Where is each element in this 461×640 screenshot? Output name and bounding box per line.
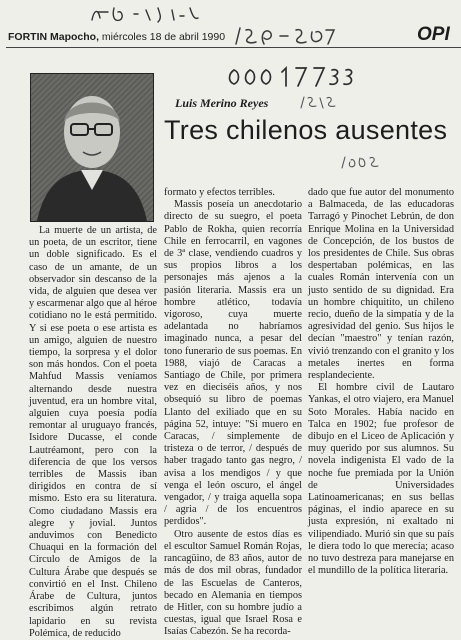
handwritten-year-near-byline	[298, 94, 338, 110]
paragraph: Otro ausente de estos días es el escultor Samuel Román Rojas, rancagüino, de 83 años, autor de más de dos mil obras, fundador de las Escuelas de Canteros, becado en Alemania en tiempos de Hitler, con su hombre judío a cuestas, igual que Israel Rosa e Isaías Cabezón. Se ha recorda-	[164, 528, 302, 638]
portrait-illustration	[31, 74, 153, 221]
paragraph: La muerte de un artista, de un poeta, de un escritor, tiene un doble significado. Es el caso de un amante, de un observador sin descanso de la vida, de alguien que desea ver y escarmenar algo que al héroe cotidiano no le está permitido. Y si ese poeta o ese artista es un amigo, alguien de nuestro tiempo, la sorpresa y el dolor son más hondos. Con el poeta Mahfud Massis veníamos alternando desde nuestra juventud, era un hombre vital, alguien cuya poesía podía remontar al uruguayo francés, Isidore Ducasse, el conde Lautréamont, pero con la diferencia de que los versos terribles de Massis iban dirigidos en contra de sí mismo. Esto era su literatura. Como ciudadano Massis era alegre y jovial. Juntos anduvimos con Benedicto Chuaqui en la formación del Círculo de Amigos de la Cultura Árabe que después se convirtió en el Inst. Chileno Árabe de Cultura, juntos escribimos algún retrato lapidario en su revista Polémica, de reducido	[29, 225, 157, 639]
handwritten-year-near-column	[338, 154, 386, 170]
section-tab: OPI	[417, 24, 450, 45]
article-column-1	[29, 225, 157, 639]
publication-date: miércoles 18 de abril 1990	[101, 31, 226, 43]
article-column-2	[164, 187, 302, 638]
article-column-3	[308, 187, 454, 600]
masthead	[0, 0, 461, 56]
author-photo	[30, 73, 154, 222]
paragraph: El hombre civil de Lautaro Yankas, el otro viajero, era Manuel Soto Morales. Había nacido en Talca en 1902; fue profesor de dibujo en el Liceo de Aplicación y muy querido por sus alumnos. Su novela indigenista El vado de la noche fue premiada por la Unión de Universidades Latinoamericanas; en sus bellas páginas, el indio aparece en su justa expresión, ni exaltado ni vilipendiado. Murió sin que su país le diera todo lo que merecía; acaso no tuvo destreza para manejarse en el mundillo de la política literaria.	[308, 382, 454, 577]
byline: Luis Merino Reyes	[175, 96, 269, 110]
paper-name: FORTIN Mapocho,	[8, 31, 99, 43]
dateline	[8, 31, 225, 43]
paragraph: dado que fue autor del monumento a Balmaceda, de las educadoras Tarragó y Pinochet Lebrún, de don Enrique Molina en la Universidad de Concepción, de los bustos de los presidentes de Chile. Sus obras despertaban polémicas, en las cuales Román intervenía con un justo sentido de su dignidad. Era un hombre chiquitito, un chileno recio, dueño de la simpatía y de la agresividad del genio. Sus hijos le decían "maestro" y tenían razón, vivió trenzando con el granito y los metales inertes en forma resplandeciente.	[308, 187, 454, 382]
header-rule	[6, 47, 461, 48]
paragraph: formato y efectos terribles.	[164, 187, 275, 198]
headline: Tres chilenos ausentes	[164, 115, 448, 145]
handwritten-catalog-number	[228, 64, 368, 90]
paragraph: Massis poseía un anecdotario directo de su suegro, el poeta Pablo de Rokha, quien recorría Chile en ferrocarril, en vagones de 3ª clase, vendiendo cuadros y sus propios libros a los personajes más ajenos a la pasión literaria. Massis era un hombre atlético, todavía vigoroso, cuya muerte adelantada no habríamos imaginado nunca, a pesar del tono funerario de sus poemas. En 1988, viajó de Caracas a Santiago de Chile, por primera vez en dieciséis años, y nos obsequió su libro de poemas Llanto del exiliado que en su página 52, intuye: "Si muero en Caracas, / simplemente de tristeza o de terror, / después de haber tragado tanto gas negro, / avisa a los mendigos / y que venga el león oscuro, el ángel vengador, / y traiga aquella sopa / agria / de los encuentros perdidos".	[164, 199, 302, 528]
